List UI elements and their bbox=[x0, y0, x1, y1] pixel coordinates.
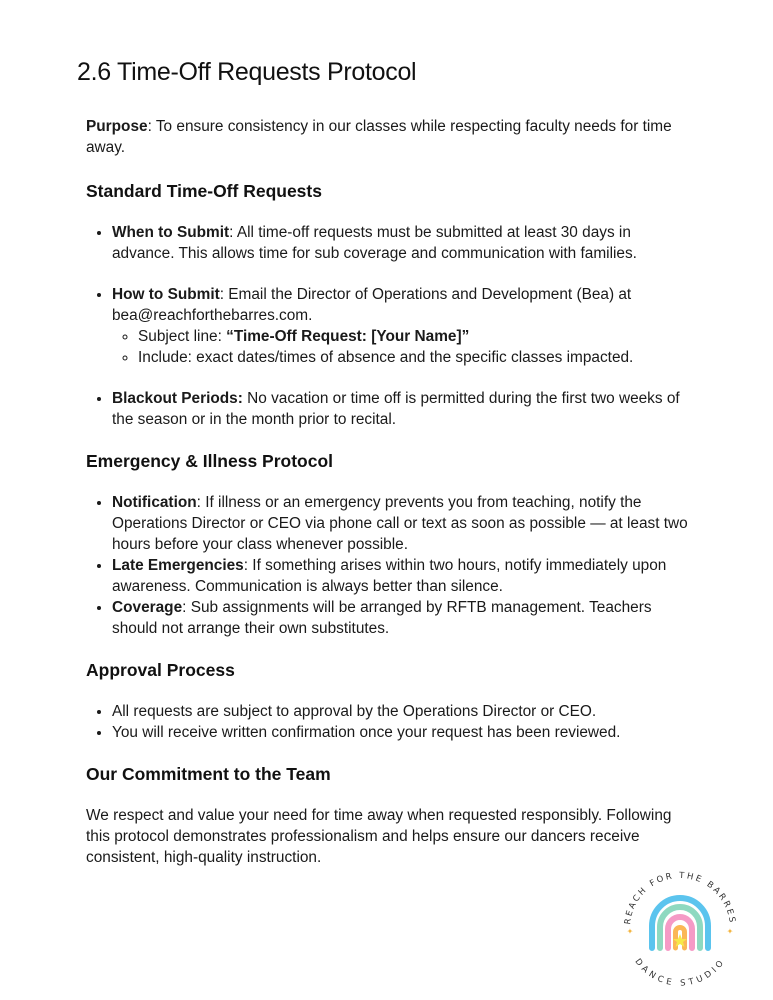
document-body bbox=[86, 116, 696, 868]
item-text: : If something arises within two hours, notify immediately upon awareness. Communication is always better than silence. bbox=[112, 557, 667, 595]
studio-logo bbox=[616, 866, 744, 988]
approval-heading: Approval Process bbox=[86, 660, 235, 680]
purpose-label: Purpose bbox=[86, 118, 148, 135]
how-sublist bbox=[112, 326, 696, 368]
subject-value: “Time-Off Request: [Your Name]” bbox=[226, 328, 470, 345]
item-label: How to Submit bbox=[112, 286, 220, 303]
emergency-heading: Emergency & Illness Protocol bbox=[86, 451, 334, 471]
list-item-notification bbox=[112, 492, 696, 555]
item-text: : All time-off requests must be submitted at least 30 days in advance. This allows time for sub coverage and communication with families. bbox=[112, 224, 637, 262]
subitem-subject-line bbox=[138, 326, 696, 347]
purpose-text: : To ensure consistency in our classes while respecting faculty needs for time away. bbox=[86, 118, 672, 156]
item-text: : Email the Director of Operations and Development (Bea) at bea@reachforthebarres.com. bbox=[112, 286, 632, 324]
item-label: When to Submit bbox=[112, 224, 230, 241]
sparkle-icon: ✦ bbox=[626, 927, 634, 936]
list-item-late bbox=[112, 555, 696, 597]
list-item-when bbox=[112, 222, 696, 264]
item-text: No vacation or time off is permitted during the first two weeks of the season or in the month prior to recital. bbox=[112, 390, 680, 428]
subject-prefix: Subject line: bbox=[138, 328, 227, 345]
logo-bottom-text: DANCE STUDIO bbox=[632, 956, 728, 988]
purpose-paragraph bbox=[86, 116, 696, 158]
sparkle-icon: ✦ bbox=[726, 927, 734, 936]
item-label: Notification bbox=[112, 494, 197, 511]
item-label: Coverage bbox=[112, 599, 183, 616]
list-item-coverage bbox=[112, 597, 696, 639]
list-item: • You will receive written confirmation once your request has been reviewed. bbox=[112, 722, 696, 743]
item-label: Late Emergencies bbox=[112, 557, 244, 574]
list-item-blackout bbox=[112, 388, 696, 430]
list-item-how bbox=[112, 284, 696, 368]
approval-list bbox=[86, 701, 696, 743]
item-text: : Sub assignments will be arranged by RFTB management. Teachers should not arrange their own substitutes. bbox=[112, 599, 652, 637]
list-item: • All requests are subject to approval by the Operations Director or CEO. bbox=[112, 701, 696, 722]
page-title: 2.6 Time-Off Requests Protocol bbox=[77, 58, 417, 86]
item-text: : If illness or an emergency prevents you from teaching, notify the Operations Director or CEO via phone call or text as soon as possible — at least two hours before your class whenever possible. bbox=[112, 494, 688, 553]
standard-list bbox=[86, 222, 696, 430]
logo-top-text: REACH FOR THE BARRES bbox=[623, 870, 737, 926]
emergency-list bbox=[86, 492, 696, 639]
standard-heading: Standard Time-Off Requests bbox=[86, 181, 322, 201]
rainbow-logo-icon bbox=[616, 866, 744, 988]
subitem-include: ◦ Include: exact dates/times of absence and the specific classes impacted. bbox=[138, 347, 696, 368]
commitment-paragraph: We respect and value your need for time away when requested responsibly. Following this protocol demonstrates professionalism and helps ensure our dancers receive consistent, high-quality instruction. bbox=[86, 807, 672, 866]
commitment-heading: Our Commitment to the Team bbox=[86, 764, 331, 784]
item-label: Blackout Periods: bbox=[112, 390, 243, 407]
